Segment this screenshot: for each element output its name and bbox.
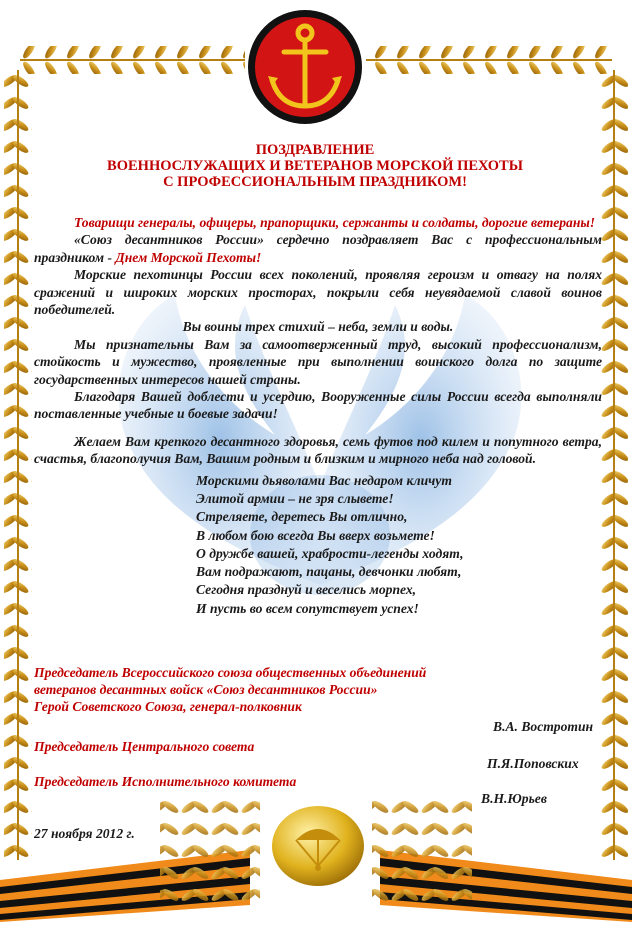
paragraph-heroism: Морские пехотинцы России всех поколений, проявляя героизм и отвагу на полях сражений и широких морских просторах, покрыли себя неувядаемой славой воинов победителей.: [34, 267, 602, 318]
poem-line: Морскими дьяволами Вас недаром кличут: [196, 472, 452, 488]
signature-2-name: П.Я.Поповских: [487, 756, 579, 771]
poem: [196, 472, 602, 618]
signature-3-title: Председатель Исполнительного комитета: [34, 774, 297, 789]
poem-line: Элитой армии – не зря слывете!: [196, 490, 394, 506]
poem-line: О дружбе вашей, храброcти-легенды ходят,: [196, 545, 464, 561]
greeting: Товарищи генералы, офицеры, прапорщики, сержанты и солдаты, дорогие ветераны!: [74, 215, 596, 230]
signature-3-name: В.Н.Юрьев: [481, 791, 547, 806]
signature-1-name: В.А. Востротин: [493, 719, 594, 734]
paratroop-emblem: [262, 800, 374, 900]
heading-line-3: С ПРОФЕССИОНАЛЬНЫМ ПРАЗДНИКОМ!: [163, 174, 467, 190]
congratulation-text: сердечно поздравляет Вас с профессиональным праздником -: [34, 232, 602, 265]
paragraph-three-elements: Вы воины трех стихий – неба, земли и воды.: [182, 319, 454, 335]
paragraph-valor: Благодаря Вашей доблести и усердию, Вооруженные силы России всегда выполняли поставленные учебные и боевые задачи!: [34, 389, 602, 422]
poem-line: В любом бою всегда Вы вверх возьмете!: [196, 527, 435, 543]
heading-line-1: ПОЗДРАВЛЕНИЕ: [255, 142, 375, 158]
document-heading: [90, 142, 540, 190]
letter-body: [34, 214, 602, 618]
signature-block-2: [34, 738, 604, 755]
signature-1-title-line-3: Герой Советского Союза, генерал-полковник: [34, 699, 302, 714]
document-date: 27 ноября 2012 г.: [34, 826, 135, 841]
signature-1-title-line-1: Председатель Всероссийского союза общественных объединений: [34, 665, 427, 680]
heading-line-2: ВОЕННОСЛУЖАЩИХ И ВЕТЕРАНОВ МОРСКОЙ ПЕХОТЫ: [107, 158, 523, 174]
poem-line: И пусть во всем сопутствует успех!: [196, 600, 419, 616]
signature-2-title: Председатель Центрального совета: [34, 739, 255, 754]
organization-name: «Союз десантников России»: [74, 232, 264, 248]
paragraph-wishes: Желаем Вам крепкого десантного здоровья, семь футов под килем и попутного ветра, счастья, благополучия Вам, Вашим родным и близким и мирного неба над головой.: [34, 433, 602, 467]
signature-block-1: [34, 664, 604, 715]
holiday-name: Днем Морской Пехоты!: [115, 249, 262, 265]
paragraph-gratitude: Мы признательны Вам за самоотверженный труд, высокий профессионализм, стойкость и мужество, проявленные при выполнении воинского долга по защите государственных интересов нашей страны.: [34, 336, 602, 387]
poem-line: Стреляете, деретесь Вы отлично,: [196, 509, 408, 525]
poem-line: Вам подражают, пацаны, девчонки любят,: [196, 564, 462, 580]
signature-block-3: [34, 773, 604, 790]
poem-line: Сегодня празднуй и веселись морпех,: [196, 582, 417, 598]
marine-anchor-emblem: [246, 8, 364, 126]
signature-1-title-line-2: ветеранов десантных войск «Союз десантников России»: [34, 682, 378, 697]
paragraph-congratulation: [34, 231, 602, 266]
